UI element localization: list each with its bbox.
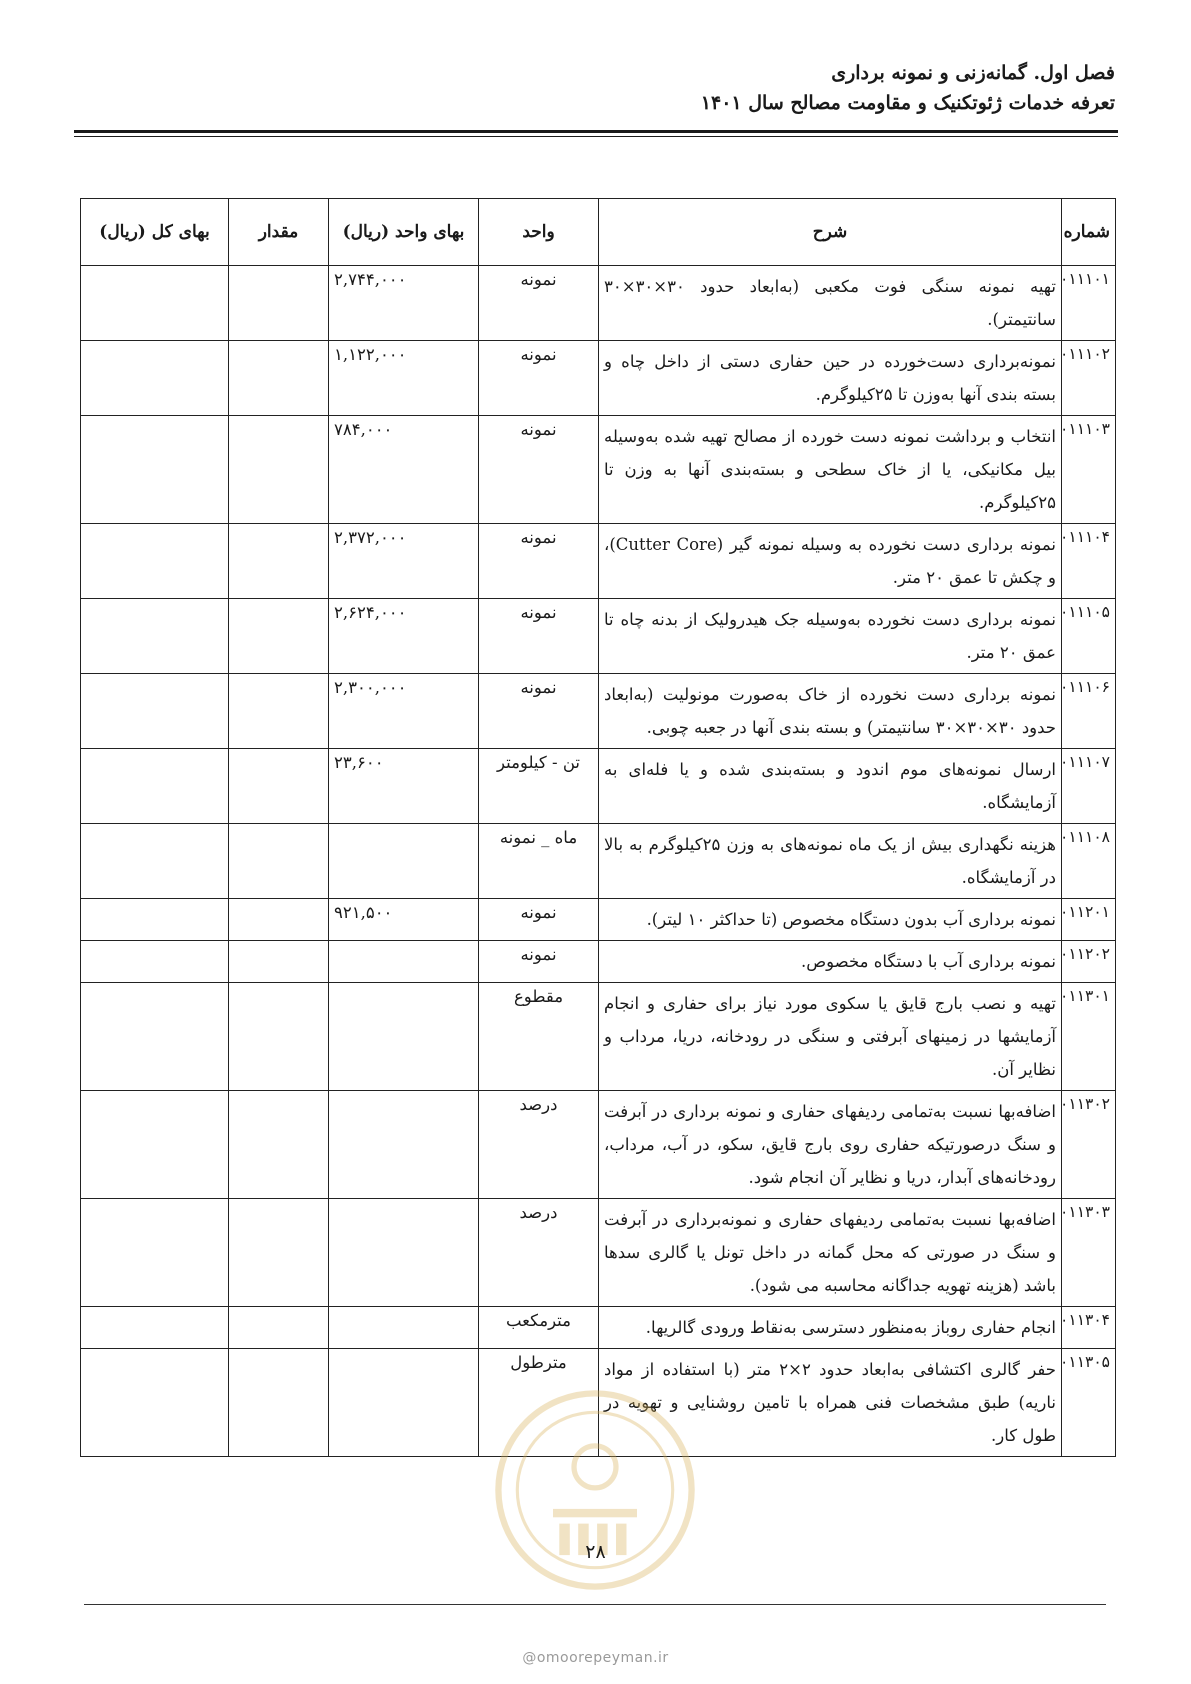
row-total-price: [81, 416, 229, 524]
row-unit-price: [329, 1199, 479, 1307]
row-quantity: [229, 983, 329, 1091]
row-code: ۰۱۱۳۰۴: [1062, 1307, 1116, 1349]
table-row: [81, 824, 1116, 899]
row-unit: نمونه: [479, 599, 599, 674]
row-code: ۰۱۱۱۰۴: [1062, 524, 1116, 599]
row-description: ارسال نمونه‌های موم اندود و بسته‌بندی شده و یا فله‌ای به آزمایشگاه.: [599, 749, 1062, 824]
row-quantity: [229, 341, 329, 416]
row-total-price: [81, 266, 229, 341]
row-unit-price: ۱,۱۲۲,۰۰۰: [329, 341, 479, 416]
row-quantity: [229, 416, 329, 524]
header-code: شماره: [1062, 199, 1116, 266]
row-total-price: [81, 1307, 229, 1349]
header-unit-price: بهای واحد (ریال): [329, 199, 479, 266]
row-quantity: [229, 1307, 329, 1349]
document-title: تعرفه خدمات ژئوتکنیک و مقاومت مصالح سال ۱۴۰۱: [700, 92, 1115, 114]
row-unit: نمونه: [479, 266, 599, 341]
row-unit-price: [329, 941, 479, 983]
row-code: ۰۱۱۲۰۲: [1062, 941, 1116, 983]
row-description: نمونه برداری دست نخورده از خاک به‌صورت مونولیت (به‌ابعاد حدود ۳۰×۳۰×۳۰ سانتیمتر) و بسته بندی آنها در جعبه چوبی.: [599, 674, 1062, 749]
header-unit: واحد: [479, 199, 599, 266]
row-description: هزینه نگهداری بیش از یک ماه نمونه‌های به وزن ۲۵کیلوگرم به بالا در آزمایشگاه.: [599, 824, 1062, 899]
row-code: ۰۱۱۳۰۲: [1062, 1091, 1116, 1199]
row-total-price: [81, 749, 229, 824]
row-description: تهیه نمونه سنگی فوت مکعبی (به‌ابعاد حدود ۳۰×۳۰×۳۰ سانتیمتر).: [599, 266, 1062, 341]
page-number: ۲۸: [585, 1541, 606, 1563]
row-code: ۰۱۱۳۰۱: [1062, 983, 1116, 1091]
table-row: [81, 899, 1116, 941]
row-unit-price: [329, 824, 479, 899]
row-unit-price: ۷۸۴,۰۰۰: [329, 416, 479, 524]
row-description: تهیه و نصب بارج قایق یا سکوی مورد نیاز برای حفاری و انجام آزمایشها در زمینهای آبرفتی و سنگی در رودخانه، دریا، مرداب و نظایر آن.: [599, 983, 1062, 1091]
row-description: نمونه برداری آب با دستگاه مخصوص.: [599, 941, 1062, 983]
row-total-price: [81, 899, 229, 941]
row-quantity: [229, 1199, 329, 1307]
row-description: انجام حفاری روباز به‌منظور دسترسی به‌نقاط ورودی گالریها.: [599, 1307, 1062, 1349]
row-unit-price: [329, 1307, 479, 1349]
table-row: [81, 1199, 1116, 1307]
row-unit: نمونه: [479, 524, 599, 599]
header-quantity: مقدار: [229, 199, 329, 266]
row-unit-price: [329, 1349, 479, 1457]
row-total-price: [81, 1349, 229, 1457]
table-row: [81, 266, 1116, 341]
row-code: ۰۱۱۱۰۲: [1062, 341, 1116, 416]
table-row: [81, 524, 1116, 599]
table-row: [81, 941, 1116, 983]
tariff-table: [80, 198, 1116, 1457]
row-description: نمونه برداری آب بدون دستگاه مخصوص (تا حداکثر ۱۰ لیتر).: [599, 899, 1062, 941]
row-code: ۰۱۱۱۰۵: [1062, 599, 1116, 674]
table-row: [81, 1349, 1116, 1457]
row-unit: نمونه: [479, 899, 599, 941]
row-quantity: [229, 674, 329, 749]
row-unit-price: [329, 983, 479, 1091]
row-unit: نمونه: [479, 341, 599, 416]
row-total-price: [81, 599, 229, 674]
row-code: ۰۱۱۱۰۳: [1062, 416, 1116, 524]
row-unit: نمونه: [479, 416, 599, 524]
row-code: ۰۱۱۳۰۳: [1062, 1199, 1116, 1307]
row-code: ۰۱۱۱۰۸: [1062, 824, 1116, 899]
row-unit-price: ۲,۳۰۰,۰۰۰: [329, 674, 479, 749]
row-total-price: [81, 524, 229, 599]
row-total-price: [81, 341, 229, 416]
row-unit-price: ۲,۷۴۴,۰۰۰: [329, 266, 479, 341]
row-description: نمونه برداری دست نخورده به وسیله نمونه گیر (Cutter Core)، و چکش تا عمق ۲۰ متر.: [599, 524, 1062, 599]
row-unit-price: ۲۳,۶۰۰: [329, 749, 479, 824]
table-row: [81, 599, 1116, 674]
row-total-price: [81, 941, 229, 983]
table-row: [81, 1091, 1116, 1199]
table-row: [81, 983, 1116, 1091]
row-total-price: [81, 674, 229, 749]
header-description: شرح: [599, 199, 1062, 266]
row-unit: درصد: [479, 1199, 599, 1307]
header-rule-thin: [74, 136, 1118, 137]
header-rule-thick: [74, 130, 1118, 133]
row-code: ۰۱۱۱۰۱: [1062, 266, 1116, 341]
row-unit-price: ۲,۶۲۴,۰۰۰: [329, 599, 479, 674]
row-quantity: [229, 266, 329, 341]
row-description: اضافه‌بها نسبت به‌تمامی ردیفهای حفاری و نمونه برداری در آبرفت و سنگ درصورتیکه حفاری روی بارج قایق، سکو، در آب، مرداب، رودخانه‌های آبدار، دریا و نظایر آن انجام شود.: [599, 1091, 1062, 1199]
row-description: انتخاب و برداشت نمونه دست خورده از مصالح تهیه شده به‌وسیله بیل مکانیکی، یا از خاک سطحی و بسته‌بندی آنها به وزن تا ۲۵کیلوگرم.: [599, 416, 1062, 524]
row-total-price: [81, 1091, 229, 1199]
row-unit: مترمکعب: [479, 1307, 599, 1349]
row-code: ۰۱۱۱۰۶: [1062, 674, 1116, 749]
row-quantity: [229, 899, 329, 941]
row-description: نمونه برداری دست نخورده به‌وسیله جک هیدرولیک از بدنه چاه تا عمق ۲۰ متر.: [599, 599, 1062, 674]
chapter-title: فصل اول. گمانه‌زنی و نمونه برداری: [831, 62, 1115, 84]
row-total-price: [81, 824, 229, 899]
row-quantity: [229, 1349, 329, 1457]
row-description: اضافه‌بها نسبت به‌تمامی ردیفهای حفاری و نمونه‌برداری در آبرفت و سنگ در صورتی که محل گمانه در داخل تونل یا گالری سدها باشد (هزینه تهویه جداگانه محاسبه می شود).: [599, 1199, 1062, 1307]
row-total-price: [81, 1199, 229, 1307]
row-unit: مقطوع: [479, 983, 599, 1091]
row-code: ۰۱۱۳۰۵: [1062, 1349, 1116, 1457]
header-total-price: بهای کل (ریال): [81, 199, 229, 266]
table-row: [81, 416, 1116, 524]
row-quantity: [229, 941, 329, 983]
footer-website[interactable]: @omoorepeyman.ir: [522, 1650, 669, 1666]
table-row: [81, 1307, 1116, 1349]
row-unit: مترطول: [479, 1349, 599, 1457]
row-quantity: [229, 1091, 329, 1199]
row-unit: تن - کیلومتر: [479, 749, 599, 824]
row-unit: نمونه: [479, 941, 599, 983]
row-unit-price: ۹۲۱,۵۰۰: [329, 899, 479, 941]
row-unit: ماه _ نمونه: [479, 824, 599, 899]
row-description: نمونه‌برداری دست‌خورده در حین حفاری دستی از داخل چاه و بسته بندی آنها به‌وزن تا ۲۵کیلوگرم.: [599, 341, 1062, 416]
row-unit: درصد: [479, 1091, 599, 1199]
row-total-price: [81, 983, 229, 1091]
row-unit: نمونه: [479, 674, 599, 749]
row-quantity: [229, 749, 329, 824]
page-header: [65, 58, 1115, 118]
row-unit-price: [329, 1091, 479, 1199]
table-header-row: [81, 199, 1116, 266]
row-code: ۰۱۱۲۰۱: [1062, 899, 1116, 941]
table-row: [81, 674, 1116, 749]
row-description: حفر گالری اکتشافی به‌ابعاد حدود ۲×۲ متر (با استفاده از مواد ناریه) طبق مشخصات فنی همراه با تامین روشنایی و تهویه در طول کار.: [599, 1349, 1062, 1457]
table-row: [81, 749, 1116, 824]
table-row: [81, 341, 1116, 416]
row-unit-price: ۲,۳۷۲,۰۰۰: [329, 524, 479, 599]
row-code: ۰۱۱۱۰۷: [1062, 749, 1116, 824]
footer-rule: [84, 1604, 1106, 1605]
row-quantity: [229, 524, 329, 599]
row-quantity: [229, 599, 329, 674]
row-quantity: [229, 824, 329, 899]
